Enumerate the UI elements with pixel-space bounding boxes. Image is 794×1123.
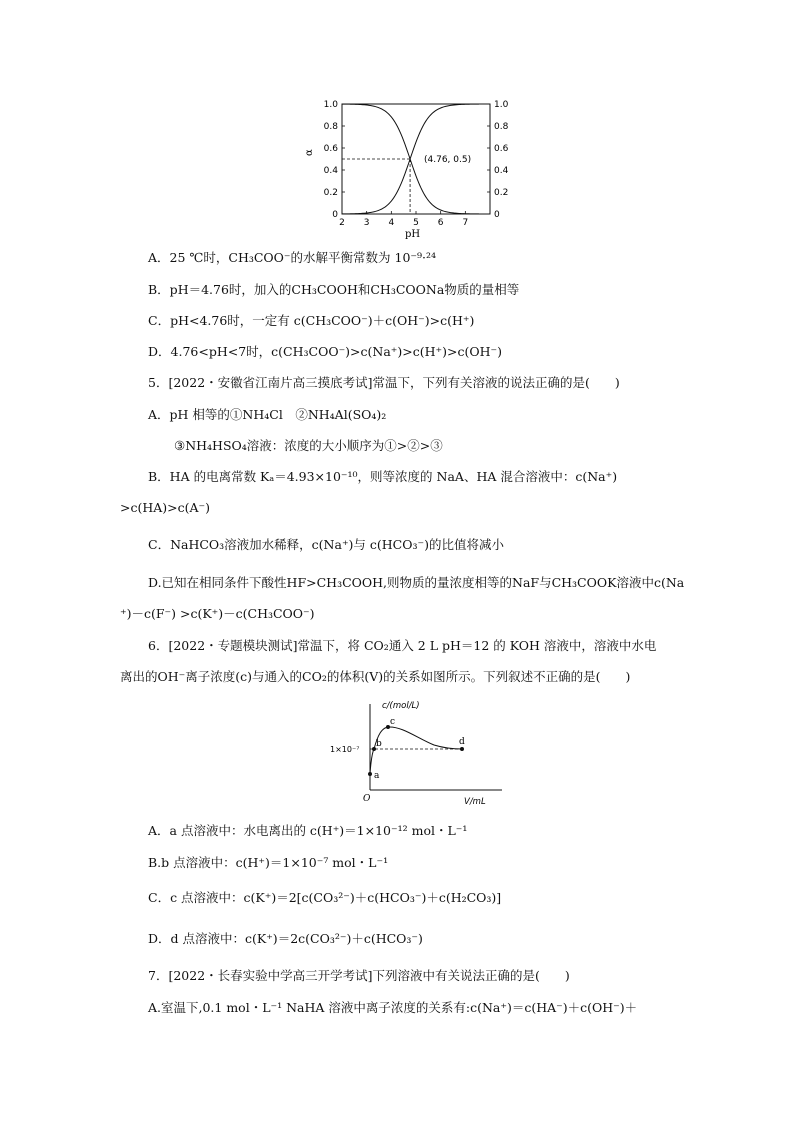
q4-option-a: A．25 ℃时，CH₃COO⁻的水解平衡常数为 10⁻⁹·²⁴ (148, 250, 437, 265)
x-axis-label: V/mL (464, 797, 486, 807)
q5-option-d-line1: D.已知在相同条件下酸性HF>CH₃COOH,则物质的量浓度相等的NaF与CH₃COOK溶液中c(Na (148, 575, 685, 590)
x-tick-label: 2 (339, 218, 345, 228)
q6-stem-line2: 离出的OH⁻离子浓度(c)与通入的CO₂的体积(V)的关系如图所示。下列叙述不正确的是( ) (120, 669, 631, 684)
x-tick-label: 5 (413, 218, 419, 228)
q4-option-b: B．pH＝4.76时，加入的CH₃COOH和CH₃COONa物质的量相等 (148, 282, 520, 297)
y-axis-label: c/(mol/L) (382, 701, 420, 711)
y-tick-label-right: 0.4 (494, 166, 509, 176)
water-ionization-chart (322, 698, 512, 810)
y-tick-label-left: 0.8 (323, 122, 338, 132)
q4-option-c: C．pH<4.76时，一定有 c(CH₃COO⁻)＋c(OH⁻)>c(H⁺) (148, 313, 475, 328)
y-tick-label-right: 0 (494, 210, 500, 220)
x-tick-label: 3 (363, 218, 370, 228)
distribution-chart (298, 92, 528, 240)
q5-option-c: C．NaHCO₃溶液加水稀释，c(Na⁺)与 c(HCO₃⁻)的比值将减小 (148, 537, 504, 552)
q7-stem: 7．[2022・长春实验中学高三开学考试]下列溶液中有关说法正确的是( ) (148, 968, 570, 983)
point-d (460, 747, 464, 751)
point-c-label: c (390, 717, 396, 727)
y-axis-label: α (304, 149, 315, 156)
y-tick-label-left: 0 (332, 210, 338, 220)
concentration-curve (370, 727, 462, 774)
y-tick-label-right: 0.8 (494, 122, 509, 132)
q6-stem-line1: 6．[2022・专题模块测试]常温下，将 CO₂通入 2 L pH＝12 的 KOH 溶液中，溶液中水电 (148, 638, 657, 653)
q4-option-d: D．4.76<pH<7时，c(CH₃COO⁻)>c(Na⁺)>c(H⁺)>c(OH⁻) (148, 344, 502, 359)
point-b-label: b (376, 739, 382, 749)
q5-option-a-line2: ③NH₄HSO₄溶液：浓度的大小顺序为①>②>③ (174, 438, 443, 453)
q6-option-b: B.b 点溶液中：c(H⁺)＝1×10⁻⁷ mol・L⁻¹ (148, 855, 389, 870)
x-tick-label: 6 (437, 218, 444, 228)
y-tick-label-right: 0.6 (494, 144, 509, 154)
y-tick-label-left: 0.2 (323, 188, 338, 198)
x-tick-label: 4 (388, 218, 395, 228)
q5-option-d-line2: ⁺)－c(F⁻) >c(K⁺)－c(CH₃COO⁻) (120, 606, 315, 621)
q5-option-b-line2: >c(HA)>c(A⁻) (120, 500, 211, 515)
x-axis-label: pH (405, 229, 421, 240)
origin-label: O (363, 794, 371, 804)
y-tick-label-right: 1.0 (494, 100, 509, 110)
reference-value-label: 1×10⁻⁷ (330, 745, 360, 754)
point-a-label: a (374, 771, 380, 781)
y-tick-label-left: 0.6 (323, 144, 338, 154)
y-tick-label-left: 0.4 (323, 166, 338, 176)
q7-option-a: A.室温下,0.1 mol・L⁻¹ NaHA 溶液中离子浓度的关系有:c(Na⁺)＝c(HA⁻)＋c(OH⁻)＋ (148, 1000, 638, 1015)
intersection-annotation: (4.76, 0.5) (424, 155, 472, 165)
point-a (368, 772, 372, 776)
x-tick-label: 7 (462, 218, 469, 228)
q5-option-b-line1: B．HA 的电离常数 Kₐ＝4.93×10⁻¹⁰，则等浓度的 NaA、HA 混合溶液中：c(Na⁺) (148, 469, 618, 484)
q5-option-a-line1: A．pH 相等的①NH₄Cl ②NH₄Al(SO₄)₂ (148, 407, 387, 422)
q6-option-a: A．a 点溶液中：水电离出的 c(H⁺)＝1×10⁻¹² mol・L⁻¹ (148, 823, 468, 838)
q5-stem: 5．[2022・安徽省江南片高三摸底考试]常温下，下列有关溶液的说法正确的是( ) (148, 375, 620, 390)
y-tick-label-right: 0.2 (494, 188, 509, 198)
q6-option-d: D．d 点溶液中：c(K⁺)＝2c(CO₃²⁻)＋c(HCO₃⁻) (148, 931, 423, 946)
q6-option-c: C．c 点溶液中：c(K⁺)＝2[c(CO₃²⁻)＋c(HCO₃⁻)＋c(H₂CO₃)] (148, 890, 502, 905)
point-d-label: d (459, 737, 465, 747)
y-tick-label-left: 1.0 (323, 100, 338, 110)
